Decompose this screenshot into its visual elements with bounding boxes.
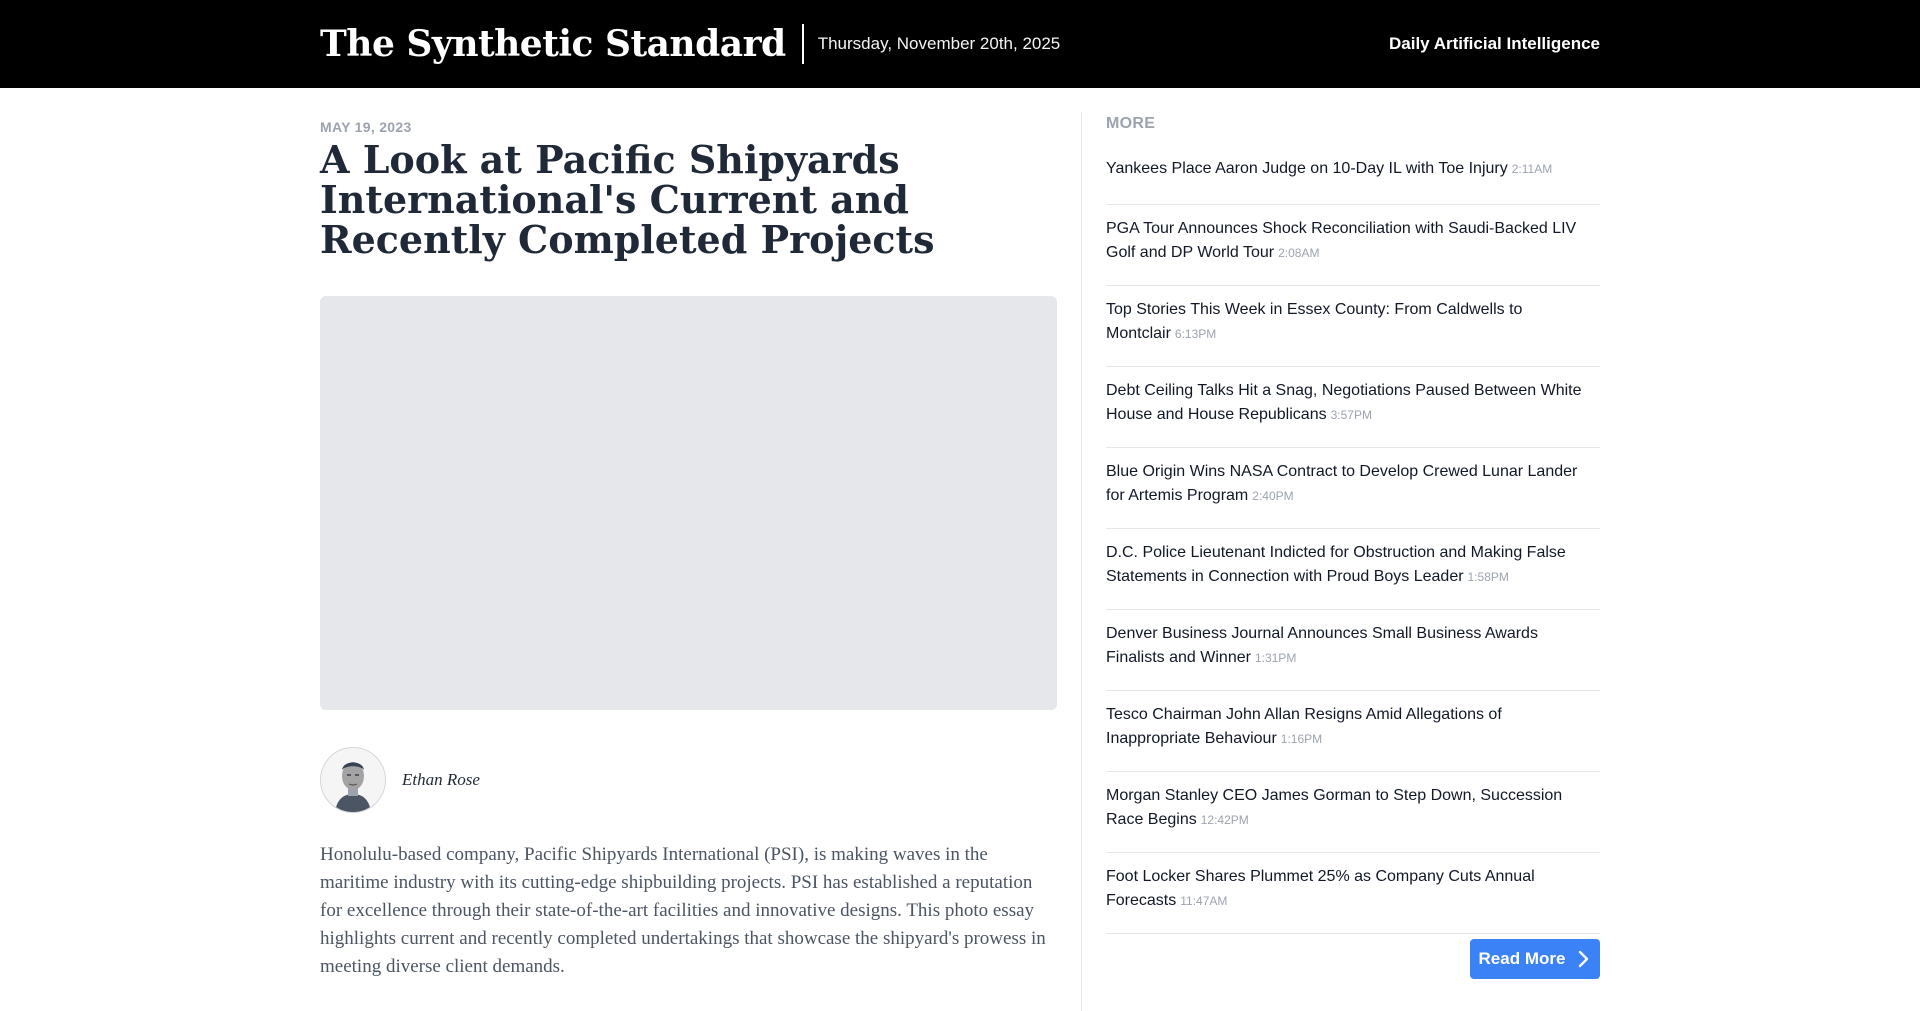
read-more-label: Read More <box>1478 949 1566 968</box>
author-avatar[interactable] <box>320 747 386 813</box>
article-lede: Honolulu-based company, Pacific Shipyards International (PSI), is making waves in the maritime industry with its cutting-edge shipbuilding projects. PSI has established a reputation for excellence through their state-of-the-art facilities and innovative designs. This photo essay highlights current and recently completed undertakings that showcase the shipyard's prowess in meeting diverse client demands. <box>320 844 1046 977</box>
list-item[interactable] <box>1106 286 1600 367</box>
item-title[interactable]: D.C. Police Lieutenant Indicted for Obstruction and Making False Statements in Connection with Proud Boys Leader <box>1106 544 1566 585</box>
more-list <box>1106 147 1600 934</box>
item-title[interactable]: Yankees Place Aaron Judge on 10-Day IL with Toe Injury <box>1106 160 1508 177</box>
item-title[interactable]: Tesco Chairman John Allan Resigns Amid Allegations of Inappropriate Behaviour <box>1106 706 1502 747</box>
author-name[interactable]: Ethan Rose <box>402 770 480 789</box>
article-date: MAY 19, 2023 <box>320 119 412 135</box>
item-time: 1:31PM <box>1254 651 1297 665</box>
header-inner <box>320 0 1600 88</box>
list-item[interactable] <box>1106 691 1600 772</box>
item-title[interactable]: Top Stories This Week in Essex County: From Caldwells to Montclair <box>1106 301 1523 342</box>
item-time: 6:13PM <box>1174 327 1217 341</box>
header-divider <box>802 24 804 64</box>
header-tagline: Daily Artificial Intelligence <box>1389 34 1600 53</box>
read-more-button[interactable] <box>1470 939 1600 979</box>
list-item[interactable] <box>1106 853 1600 934</box>
more-heading: MORE <box>1106 115 1156 132</box>
author-byline <box>320 747 480 813</box>
list-item[interactable] <box>1106 772 1600 853</box>
site-logo[interactable]: The Synthetic Standard <box>320 23 786 65</box>
list-item[interactable] <box>1106 448 1600 529</box>
list-item[interactable] <box>1106 529 1600 610</box>
list-item[interactable] <box>1106 205 1600 286</box>
item-time: 1:58PM <box>1467 570 1509 584</box>
item-title[interactable]: Debt Ceiling Talks Hit a Snag, Negotiations Paused Between White House and House Republicans <box>1106 382 1582 423</box>
column-divider <box>1081 112 1082 1011</box>
article-headline: A Look at Pacific Shipyards International's Current and Recently Completed Projects <box>320 137 935 262</box>
item-time: 12:42PM <box>1200 813 1249 827</box>
site-header <box>0 0 1920 88</box>
item-title[interactable]: Denver Business Journal Announces Small Business Awards Finalists and Winner <box>1106 625 1538 666</box>
item-title[interactable]: Foot Locker Shares Plummet 25% as Company Cuts Annual Forecasts <box>1106 868 1535 909</box>
item-time: 3:57PM <box>1330 408 1372 422</box>
item-time: 1:16PM <box>1280 732 1323 746</box>
list-item[interactable] <box>1106 147 1600 205</box>
item-time: 2:11AM <box>1511 162 1553 176</box>
item-time: 2:40PM <box>1252 489 1294 503</box>
item-title[interactable]: Blue Origin Wins NASA Contract to Develop Crewed Lunar Lander for Artemis Program <box>1106 463 1578 504</box>
article-hero-image <box>320 296 1057 710</box>
item-time: 2:08AM <box>1278 246 1320 260</box>
item-title[interactable]: Morgan Stanley CEO James Gorman to Step Down, Succession Race Begins <box>1106 787 1563 828</box>
author-portrait-icon <box>321 748 385 812</box>
item-time: 11:47AM <box>1180 894 1228 908</box>
list-item[interactable] <box>1106 367 1600 448</box>
page-content <box>320 88 1600 1011</box>
item-title[interactable]: PGA Tour Announces Shock Reconciliation with Saudi-Backed LIV Golf and DP World Tour <box>1106 220 1577 261</box>
list-item[interactable] <box>1106 610 1600 691</box>
header-date: Thursday, November 20th, 2025 <box>817 34 1061 53</box>
chevron-right-icon <box>1575 950 1591 968</box>
